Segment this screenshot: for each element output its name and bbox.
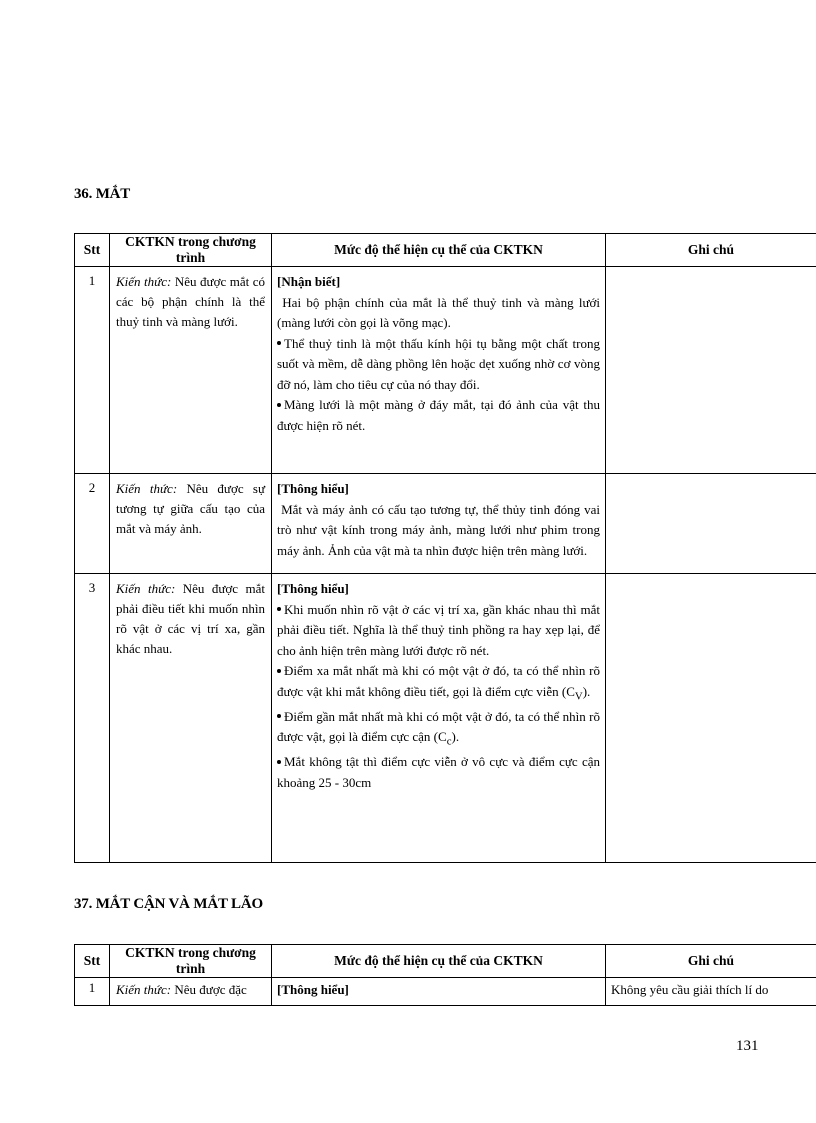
row-cktkn [110, 978, 272, 1006]
bullet-icon [277, 760, 281, 764]
page-number: 131 [736, 1038, 759, 1054]
knowledge-text: Nêu được sự tương tự giữa cấu tạo của mắt và máy ảnh. [116, 481, 265, 536]
bullet-icon [277, 403, 281, 407]
row-muc-do [272, 267, 606, 474]
section-37-title: 37. MẮT CẬN VÀ MẮT LÃO [74, 896, 263, 912]
table-row [75, 474, 816, 574]
header-muc-do: Mức độ thể hiện cụ thể của CKTKN [272, 234, 606, 267]
row-stt: 1 [75, 267, 110, 474]
bullet-icon [277, 341, 281, 345]
level-label: [Thông hiểu] [277, 982, 349, 997]
section-36-title: 36. MẮT [74, 186, 131, 202]
bullet-paragraph: Thể thuỷ tinh là một thấu kính hội tụ bằng một chất trong suốt và mềm, dễ dàng phồng lên hoặc dẹt xuống nhờ cơ vòng đỡ nó, làm cho tiêu cự của nó thay đổi. [277, 335, 600, 392]
level-label: [Thông hiểu] [277, 581, 349, 596]
table-header-row [75, 234, 816, 267]
knowledge-label: Kiến thức: [116, 982, 172, 997]
bullet-paragraph: Điểm gần mắt nhất mà khi có một vật ở đó, ta có thể nhìn rõ được vật, gọi là điểm cực cận $(C_c)$. [277, 708, 600, 748]
level-label: [Nhận biết] [277, 274, 341, 289]
header-cktkn: CKTKN trong chương trình [110, 234, 272, 267]
table-row [75, 978, 816, 1006]
row-cktkn [110, 474, 272, 574]
header-ghi-chu: Ghi chú [606, 234, 816, 267]
row-ghi-chu: Không yêu cầu giải thích lí do [606, 978, 816, 1006]
row-muc-do [272, 474, 606, 574]
bullet-icon [277, 669, 281, 673]
paragraph: Hai bộ phận chính của mắt là thể thuỷ tinh và màng lưới (màng lưới còn gọi là võng mạc). [277, 294, 600, 330]
bullet-paragraph: Mắt không tật thì điểm cực viễn ở vô cực và điểm cực cận khoảng 25 - 30cm [277, 754, 600, 790]
level-label: [Thông hiểu] [277, 481, 349, 496]
row-muc-do [272, 574, 606, 863]
row-muc-do [272, 978, 606, 1006]
row-cktkn [110, 574, 272, 863]
knowledge-text: Nêu được đặc [174, 982, 247, 997]
row-ghi-chu [606, 574, 816, 863]
row-stt: 2 [75, 474, 110, 574]
row-stt: 1 [75, 978, 110, 1006]
row-stt: 3 [75, 574, 110, 863]
row-cktkn [110, 267, 272, 474]
header-ghi-chu: Ghi chú [606, 945, 816, 978]
knowledge-label: Kiến thức: [116, 481, 178, 496]
table-row [75, 574, 816, 863]
table-section-36 [74, 233, 816, 863]
header-cktkn: CKTKN trong chương trình [110, 945, 272, 978]
bullet-paragraph: Khi muốn nhìn rõ vật ở các vị trí xa, gần khác nhau thì mắt phải điều tiết. Nghĩa là thể thuỷ tinh phồng ra hay xẹp lại, để cho ảnh hiện trên màng lưới được rõ nét. [277, 601, 600, 658]
header-muc-do: Mức độ thể hiện cụ thể của CKTKN [272, 945, 606, 978]
table-section-37 [74, 944, 816, 1006]
header-stt: Stt [75, 234, 110, 267]
bullet-icon [277, 607, 281, 611]
row-ghi-chu [606, 474, 816, 574]
bullet-icon [277, 714, 281, 718]
knowledge-text: Nêu được mắt phải điều tiết khi muốn nhìn rõ vật ở các vị trí xa, gần khác nhau. [116, 581, 266, 656]
bullet-paragraph: Màng lưới là một màng ở đáy mắt, tại đó ảnh của vật thu được hiện rõ nét. [277, 397, 600, 433]
paragraph: Mắt và máy ảnh có cấu tạo tương tự, thể thủy tinh đóng vai trò như vật kính trong máy ảnh, màng lưới như phim trong máy ảnh. Ảnh của vật mà ta nhìn được hiện trên màng lưới. [277, 501, 601, 558]
header-stt: Stt [75, 945, 110, 978]
knowledge-label: Kiến thức: [116, 274, 172, 289]
knowledge-label: Kiến thức: [116, 581, 176, 596]
row-ghi-chu [606, 267, 816, 474]
knowledge-text: Nêu được mắt có các bộ phận chính là thể thuỷ tinh và màng lưới. [116, 274, 265, 329]
bullet-paragraph: Điểm xa mắt nhất mà khi có một vật ở đó, ta có thể nhìn rõ được vật khi mắt không điều tiết, gọi là điểm cực viễn $(C_V)$. [277, 663, 600, 703]
table-header-row [75, 945, 816, 978]
table-row [75, 267, 816, 474]
